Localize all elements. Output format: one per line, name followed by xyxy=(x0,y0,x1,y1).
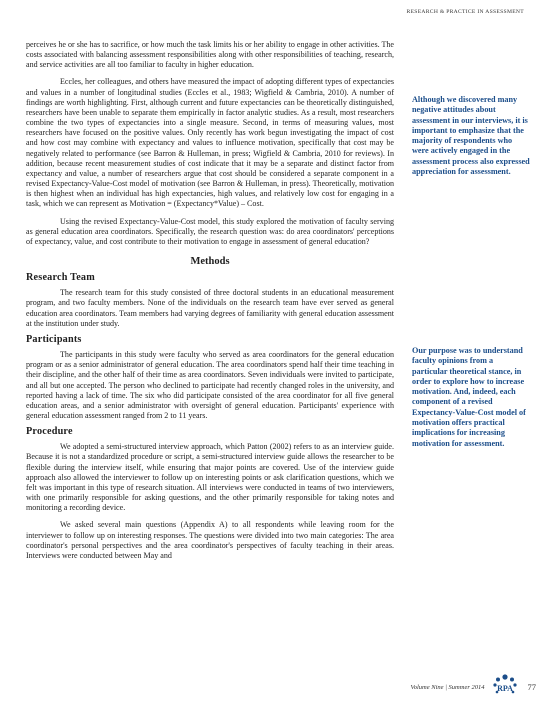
volume-label: Volume Nine | Summer 2014 xyxy=(410,683,485,691)
research-team-heading: Research Team xyxy=(26,272,95,284)
procedure-heading: Procedure xyxy=(26,426,73,438)
paragraph-intro: perceives he or she has to sacrifice, or how much the task limits his or her ability to engage in other activities. The costs associated with balancing assessment responsibilities along with other responsibilities of teaching, research, and service activities are all too familiar to faculty in higher education. xyxy=(26,40,394,70)
sidebar-callout-1: Although we discovered many negative attitudes about assessment in our interviews, it is important to emphasize that the majority of respondents who were actively engaged in the assessment process also expressed appreciation for assessment. xyxy=(412,95,530,177)
running-head: RESEARCH & PRACTICE IN ASSESSMENT xyxy=(406,9,524,15)
methods-heading: Methods xyxy=(190,255,230,267)
logo-text: RPA xyxy=(496,684,513,693)
sidebar-callout-2: Our purpose was to understand faculty opinions from a particular theoretical stance, in order to explore how to increase motivation. And, indeed, each component of a revised Expectancy-Value-Cost model of motivation offers practical implications for increasing motivation for assessment. xyxy=(412,346,526,448)
participants-heading: Participants xyxy=(26,333,82,345)
page-footer xyxy=(410,672,536,702)
paragraph-eccles: Eccles, her colleagues, and others have measured the impact of adopting different types of expectancies and values in a number of longitudinal studies (Eccles et al., 1983; Wigfield & Cambria, 2010). A number of findings are worth highlighting. First, although current and future expectancies can be theoretically distinguished, researchers have been unable to separate them empirically in factor analytic studies. As a result, most researchers combine the two types of expectancies into a single measure. Second, in terms of measuring values, most researchers have focused on the positive values. Only recently has work begun investigating the impact of cost and how cost may combine with expectancy and values to influence motivation, specifically that cost may be negatively related to performance (see Barron & Hulleman, in press; Wigfield & Cambria, 2010 for reviews). In addition, because recent measurement studies of cost indicate that it may be a separate and distinct factor from expectancy and value, a number of researchers argue that cost should be considered a separate component in a revised Expectancy-Value-Cost model of motivation (see Barron & Hulleman, in press). Theoretically, motivation is then highest when an individual has high expectancies, high values, and relatively low cost for engaging in a task, which we can represent as Motivation = (Expectancy*Value) – Cost. xyxy=(26,77,394,209)
paragraph-research-question: Using the revised Expectancy-Value-Cost model, this study explored the motivation of faculty serving as general education area coordinators. Specifically, the research question was: do area coordinators' perceptions of expectancy, value, and cost contribute to their motivation to engage in assessment of general education? xyxy=(26,216,394,246)
paragraph-research-team: The research team for this study consisted of three doctoral students in an educational measurement program, and two faculty members. None of the individuals on the research team have ever served as general education area coordinators. Team members had varying degrees of familiarity with general education assessment at the institution under study. xyxy=(26,288,394,328)
page-number: 77 xyxy=(527,682,536,692)
rpa-logo-icon xyxy=(490,672,520,702)
paragraph-procedure: We adopted a semi-structured interview approach, which Patton (2002) refers to as an interview guide. Because it is not a standardized procedure or script, a semi-structured interview guide allows the researcher to be flexible during the interview itself, while ensuring that major points are covered. Use of the interview guide approach also allowed the interviewer to follow up on interesting points or ask clarification questions, which we felt was important in this type of research situation. All interviews were conducted in teams of two interviewers, with one primarily responsible for asking questions, and the other primarily responsible for taking notes and monitoring a recording device. xyxy=(26,442,394,513)
paragraph-participants: The participants in this study were faculty who served as area coordinators for the general education program or as a senior administrator of general education. The area coordinators spend half their time teaching in their discipline, and the other half of their time as area coordinators. Seven individuals were invited to participate, and all but one accepted. The person who declined to participate had recently changed roles in the university, and reported having a lack of time. The six who did participate consisted of the area coordinator for all five general education areas, and a senior administrator with oversight of general education. Participants' experience with general education assessment ranged from 2 to 11 years. xyxy=(26,350,394,420)
article-body xyxy=(26,40,394,561)
paragraph-questions: We asked several main questions (Appendix A) to all respondents while leaving room for the interviewer to follow up on interesting responses. The questions were divided into two main categories: The area coordinator's personal perspectives and the area coordinator's perspectives of faculty teaching in their areas. Interviews were conducted between May and xyxy=(26,520,394,560)
